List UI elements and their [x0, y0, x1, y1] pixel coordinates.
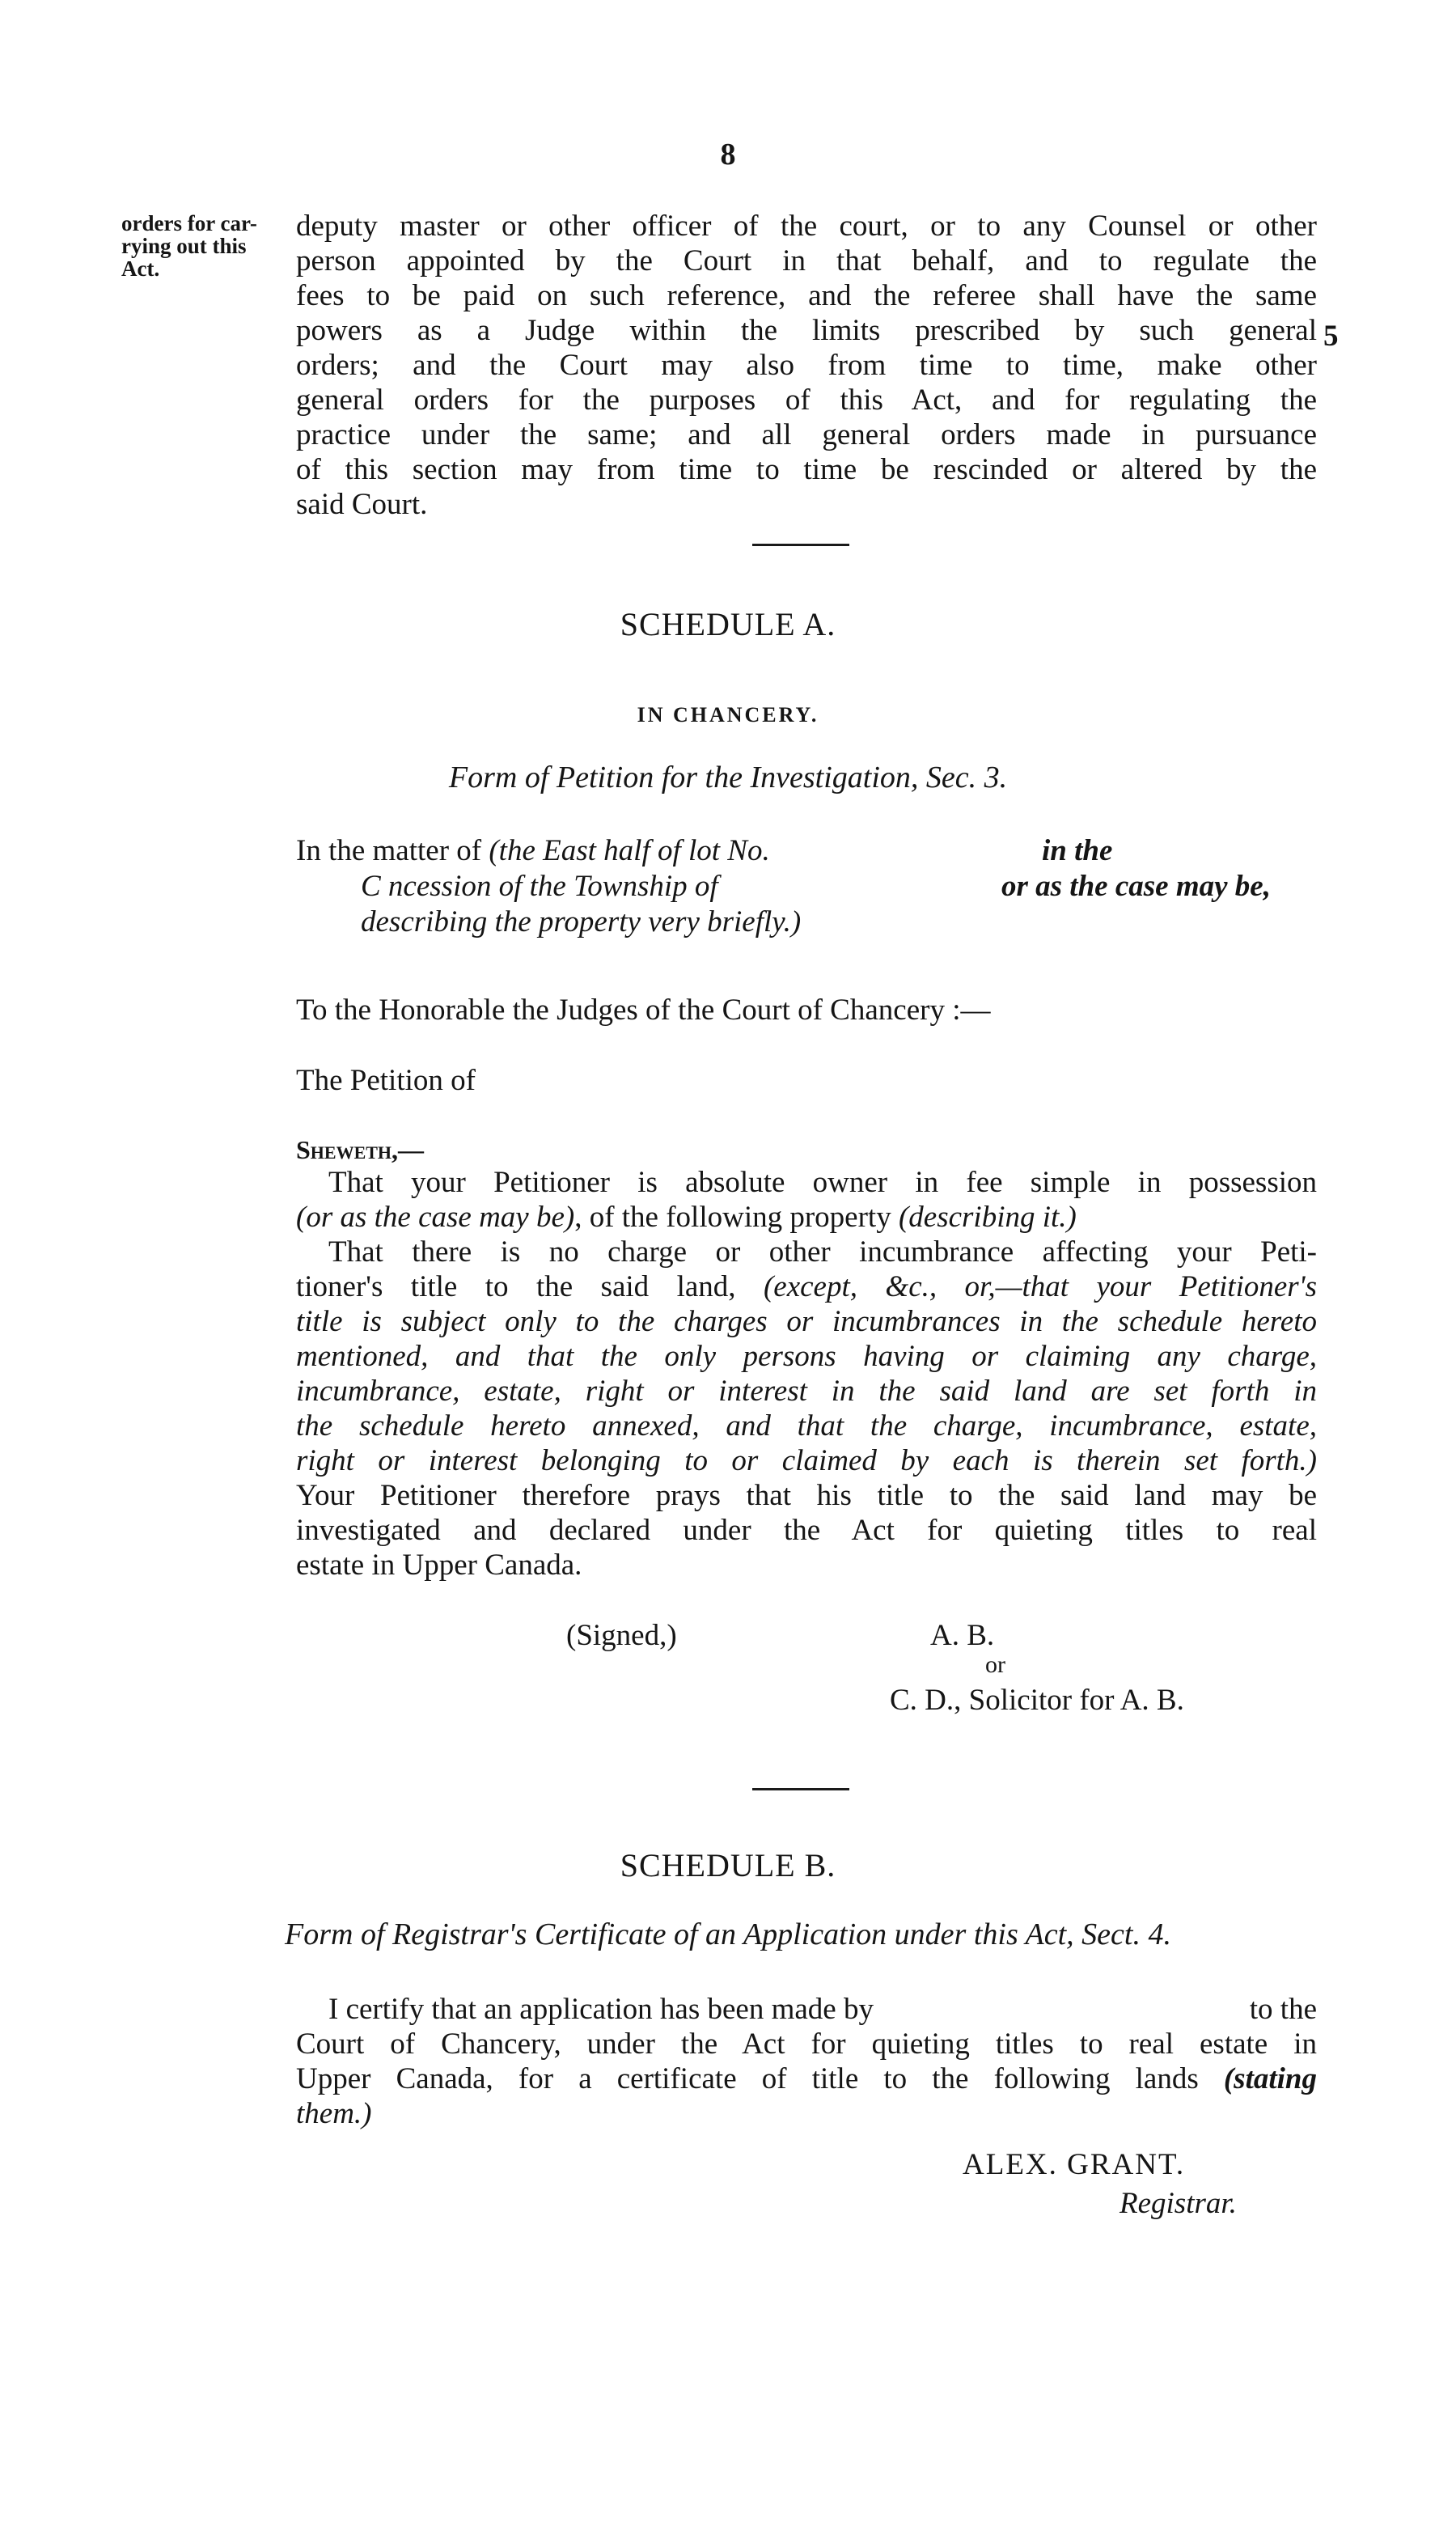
text-line: That there is no charge or other incumbrance affecting your Peti-: [328, 1235, 1317, 1269]
petition-of: The Petition of: [296, 1064, 476, 1097]
text-line: (or as the case may be), of the following property (describing it.): [296, 1201, 1077, 1234]
signed-label: (Signed,): [566, 1619, 677, 1652]
text-line: said Court.: [296, 488, 428, 521]
sheweth: Sheweth,—: [296, 1135, 425, 1164]
matter-line-1: [296, 833, 770, 868]
line-number: 5: [1323, 320, 1339, 353]
text-line: them.): [296, 2097, 372, 2130]
text-line: That your Petitioner is absolute owner in fee simple in possession: [328, 1166, 1317, 1199]
text-line: the schedule hereto annexed, and that the charge, incumbrance, estate,: [296, 1409, 1317, 1443]
text-line: general orders for the purposes of this Act, and for regulating the: [296, 383, 1317, 417]
address-line: To the Honorable the Judges of the Court of Chancery :—: [296, 994, 991, 1027]
page-number: 8: [720, 138, 736, 172]
margin-note-line: orders for car-: [121, 211, 257, 235]
text-line: powers as a Judge within the limits prescribed by such general: [296, 314, 1317, 347]
matter-italic: C ncession of the Township of: [361, 870, 718, 903]
registrar-name: ALEX. GRANT.: [963, 2148, 1186, 2181]
text-line: practice under the same; and all general orders made in pursuance: [296, 418, 1317, 451]
text-line: title is subject only to the charges or incumbrances in the schedule hereto: [296, 1305, 1317, 1338]
matter-right: or as the case may be,: [1001, 870, 1271, 903]
certificate-body: [296, 1992, 1317, 2131]
signer-name: A. B.: [930, 1619, 995, 1652]
schedule-b-heading: SCHEDULE B.: [620, 1847, 836, 1883]
solicitor-line: C. D., Solicitor for A. B.: [890, 1684, 1184, 1717]
text-line: I certify that an application has been made by to the: [328, 1993, 1317, 2026]
margin-note-line: Act.: [121, 256, 160, 281]
text-line: estate in Upper Canada.: [296, 1549, 582, 1582]
schedule-a-heading: SCHEDULE A.: [620, 606, 836, 642]
matter-italic: describing the property very briefly.): [361, 905, 802, 939]
registrar-title: Registrar.: [1120, 2187, 1237, 2220]
text-line: investigated and declared under the Act for quieting titles to real: [296, 1514, 1317, 1547]
text-line: Your Petitioner therefore prays that his title to the said land may be: [296, 1479, 1317, 1512]
text-line: fees to be paid on such reference, and the referee shall have the same: [296, 279, 1317, 312]
divider: [752, 544, 849, 546]
petition-body: [296, 1165, 1317, 1583]
margin-note: [121, 212, 301, 280]
schedule-a-form-title: Form of Petition for the Investigation, Sec. 3.: [448, 761, 1008, 794]
divider: [752, 1788, 849, 1790]
text-line: orders; and the Court may also from time to time, make other: [296, 349, 1317, 382]
text-line: mentioned, and that the only persons having or claiming any charge,: [296, 1340, 1317, 1373]
matter-right: in the: [1042, 834, 1113, 867]
matter-italic: (the East half of lot No.: [489, 834, 770, 867]
or-label: or: [985, 1651, 1005, 1678]
text-line: deputy master or other officer of the court, or to any Counsel or other: [296, 210, 1317, 243]
text-line: right or interest belonging to or claimed by each is therein set forth.): [296, 1444, 1317, 1477]
text-line: of this section may from time to time be rescinded or altered by the: [296, 453, 1317, 486]
court-heading: IN CHANCERY.: [637, 703, 819, 727]
text-line: tioner's title to the said land, (except, &c., or,—that your Petitioner's: [296, 1270, 1317, 1303]
margin-note-line: rying out this: [121, 234, 247, 258]
text-line: incumbrance, estate, right or interest in the said land are set forth in: [296, 1375, 1317, 1408]
text-line: Court of Chancery, under the Act for quieting titles to real estate in: [296, 2027, 1317, 2061]
section-text: [296, 209, 1317, 522]
text-line: Upper Canada, for a certificate of title to the following lands (stating: [296, 2062, 1317, 2095]
schedule-b-form-title: Form of Registrar's Certificate of an Application under this Act, Sect. 4.: [285, 1917, 1171, 1951]
matter-intro: In the matter of: [296, 834, 482, 867]
text-line: person appointed by the Court in that behalf, and to regulate the: [296, 244, 1317, 278]
